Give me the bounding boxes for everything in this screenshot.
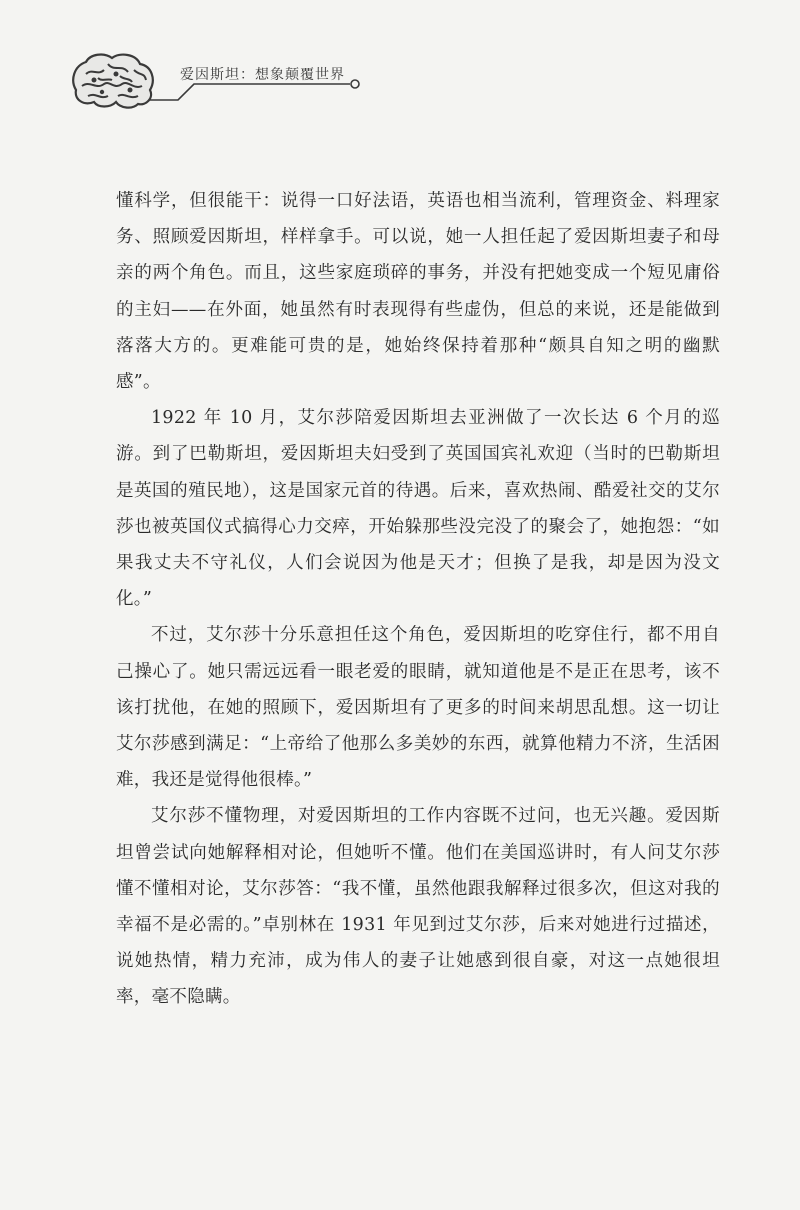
paragraph-3: 不过，艾尔莎十分乐意担任这个角色，爱因斯坦的吃穿住行，都不用自己操心了。她只需远远看一眼老爱的眼睛，就知道他是不是正在思考，该不该打扰他，在她的照顾下，爱因斯坦有了更多的时间来胡思乱想。这一切让艾尔莎感到满足：“上帝给了他那么多美妙的东西，就算他精力不济，生活困难，我还是觉得他很棒。”	[116, 625, 720, 791]
page-header	[0, 0, 800, 120]
brain-icon	[68, 50, 158, 114]
paragraph-2: 1922 年 10 月，艾尔莎陪爱因斯坦去亚洲做了一次长达 6 个月的巡游。到了巴勒斯坦，爱因斯坦夫妇受到了英国国宾礼欢迎（当时的巴勒斯坦是英国的殖民地），这是国家元首的待遇。后来，喜欢热闹、酷爱社交的艾尔莎也被英国仪式搞得心力交瘁，开始躲那些没完没了的聚会了，她抱怨：“如果我丈夫不守礼仪，人们会说因为他是天才；但换了是我，却是因为没文化。”	[116, 408, 720, 610]
header-title: 爱因斯坦：想象颠覆世界	[180, 67, 345, 83]
paragraph-4: 艾尔莎不懂物理，对爱因斯坦的工作内容既不过问，也无兴趣。爱因斯坦曾尝试向她解释相对论，但她听不懂。他们在美国巡讲时，有人问艾尔莎懂不懂相对论，艾尔莎答：“我不懂，虽然他跟我解释过很多次，但这对我的幸福不是必需的。”卓别林在 1931 年见到过艾尔莎，后来对她进行过描述，说她热情，精力充沛，成为伟人的妻子让她感到很自豪，对这一点她很坦率，毫不隐瞒。	[116, 806, 720, 1008]
body-text	[116, 183, 720, 1016]
paragraph-1: 懂科学，但很能干：说得一口好法语，英语也相当流利，管理资金、料理家务、照顾爱因斯坦，样样拿手。可以说，她一人担任起了爱因斯坦妻子和母亲的两个角色。而且，这些家庭琐碎的事务，并没有把她变成一个短见庸俗的主妇——在外面，她虽然有时表现得有些虚伪，但总的来说，还是能做到落落大方的。更难能可贵的是，她始终保持着那种“颇具自知之明的幽默感”。	[116, 191, 720, 393]
